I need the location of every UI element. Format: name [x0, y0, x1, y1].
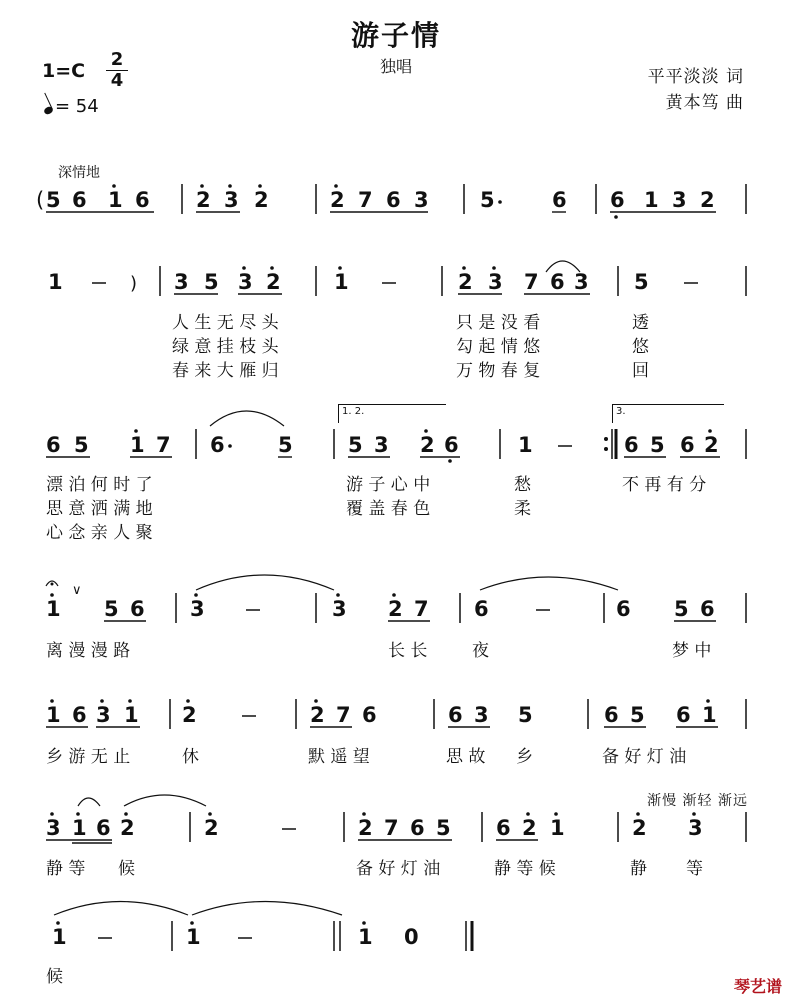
lyric-line: 思 故	[446, 747, 486, 767]
lyric-line: 乡 游 无 止	[46, 747, 131, 767]
note: 2	[182, 703, 197, 727]
note: 2	[330, 188, 345, 212]
lyric-line: 柔	[514, 499, 531, 519]
note: 3	[332, 597, 347, 621]
lyric-line: 夜	[472, 641, 489, 661]
lyric-line: 透	[632, 313, 649, 333]
note: 5	[518, 703, 533, 727]
note: 3	[238, 270, 253, 294]
note: 7	[336, 703, 351, 727]
note: 6	[130, 597, 145, 621]
svg-text:∨: ∨	[72, 583, 82, 598]
note: 6	[46, 433, 61, 457]
composer-credit: 黄本笃 曲	[665, 93, 744, 113]
note: 1	[52, 925, 67, 949]
note: 5	[348, 433, 363, 457]
note: 6	[610, 188, 625, 212]
svg-text:): )	[130, 273, 138, 294]
note: 3	[488, 270, 503, 294]
note: 2	[266, 270, 281, 294]
note: 6	[496, 816, 511, 840]
lyric-line: 思 意 洒 满 地	[46, 499, 153, 519]
note: 1	[124, 703, 139, 727]
note: 1	[518, 433, 533, 457]
note: 3	[46, 816, 61, 840]
lyric-line: 心 念 亲 人 聚	[46, 523, 153, 543]
note: 5	[278, 433, 293, 457]
note: 2	[204, 816, 219, 840]
note: 2	[704, 433, 719, 457]
note: 6	[552, 188, 567, 212]
lyric-line: 不 再 有 分	[622, 475, 707, 495]
note: 6	[210, 433, 225, 457]
note: 3	[374, 433, 389, 457]
note: 2	[458, 270, 473, 294]
tempo-value: = 54	[55, 96, 99, 117]
note: 1	[48, 270, 63, 294]
note: 6	[474, 597, 489, 621]
note: 7	[384, 816, 399, 840]
note: 5	[204, 270, 219, 294]
note: 1	[702, 703, 717, 727]
note: 3	[688, 816, 703, 840]
note: 2	[700, 188, 715, 212]
note: 3	[672, 188, 687, 212]
lyric-line: 默 遥 望	[308, 747, 370, 767]
note: 7	[156, 433, 171, 457]
note: 6	[624, 433, 639, 457]
lyric-line: 回	[632, 361, 649, 381]
volta-third-ending: 3.	[612, 404, 724, 423]
note: 1	[358, 925, 373, 949]
note: 0	[404, 925, 419, 949]
note: 5	[674, 597, 689, 621]
song-title: 游子情	[350, 19, 441, 52]
note: 2	[196, 188, 211, 212]
lyric-line: 备 好 灯 油	[602, 747, 687, 767]
note: 5	[104, 597, 119, 621]
lyric-line: 绿 意 挂 枝 头	[172, 337, 279, 357]
lyric-line: 离 漫 漫 路	[46, 641, 131, 661]
note: 2	[388, 597, 403, 621]
lyricist-credit: 平平淡淡 词	[647, 67, 744, 87]
note: 3	[414, 188, 429, 212]
expression-marking-start: 深情地	[58, 165, 100, 181]
lyric-line: 漂 泊 何 时 了	[46, 475, 153, 495]
lyric-line: 静 等	[46, 859, 86, 879]
time-numerator: 2	[110, 49, 124, 70]
expression-marking-end: 渐慢 渐轻 渐远	[647, 793, 748, 809]
lyric-line: 游 子 心 中	[346, 475, 431, 495]
note: 5	[650, 433, 665, 457]
note: 5	[436, 816, 451, 840]
lyric-line: 人 生 无 尽 头	[172, 313, 279, 333]
note: 7	[524, 270, 539, 294]
note: 1	[334, 270, 349, 294]
note: 6	[362, 703, 377, 727]
note: 3	[474, 703, 489, 727]
note: 6	[616, 597, 631, 621]
note: 5	[630, 703, 645, 727]
note: 1	[550, 816, 565, 840]
note: 6	[604, 703, 619, 727]
note: 3	[574, 270, 589, 294]
lyric-line: 只 是 没 看	[456, 313, 541, 333]
note: 5	[480, 188, 495, 212]
note: 6	[72, 188, 87, 212]
note: 1	[46, 703, 61, 727]
note: 7	[414, 597, 429, 621]
lyric-line: 愁	[514, 475, 531, 495]
note: 1	[186, 925, 201, 949]
lyric-line: 候	[118, 859, 135, 879]
note: 3	[190, 597, 205, 621]
note: 6	[410, 816, 425, 840]
note: 3	[96, 703, 111, 727]
volta-first-ending: 1. 2.	[338, 404, 446, 423]
lyric-line: 备 好 灯 油	[356, 859, 441, 879]
note: 6	[135, 188, 150, 212]
note: 6	[676, 703, 691, 727]
lyric-line: 静	[630, 859, 647, 879]
lyric-line: 长 长	[388, 641, 428, 661]
note-paren-open: (	[36, 188, 45, 212]
note: 1	[46, 597, 61, 621]
note: 5	[634, 270, 649, 294]
watermark-logo: 琴艺谱	[733, 977, 782, 996]
note: 6	[550, 270, 565, 294]
lyric-line: 春 来 大 雁 归	[172, 361, 279, 381]
lyric-line: 候	[46, 967, 63, 987]
note: 2	[310, 703, 325, 727]
lyric-line: 梦 中	[672, 641, 712, 661]
note: 6	[680, 433, 695, 457]
song-subtitle: 独唱	[379, 57, 412, 76]
note: 3	[224, 188, 239, 212]
note: 2	[254, 188, 269, 212]
note: 2	[632, 816, 647, 840]
lyric-line: 勾 起 情 悠	[456, 337, 541, 357]
note: 1	[644, 188, 659, 212]
lyric-line: 万 物 春 复	[456, 361, 541, 381]
note: 6	[72, 703, 87, 727]
lyric-line: 覆 盖 春 色	[346, 499, 431, 519]
note: 6	[386, 188, 401, 212]
note: 7	[358, 188, 373, 212]
note: 6	[700, 597, 715, 621]
note: 2	[522, 816, 537, 840]
note: 1	[130, 433, 145, 457]
note: 1	[108, 188, 123, 212]
note: 3	[174, 270, 189, 294]
note: 2	[420, 433, 435, 457]
lyric-line: 静 等 候	[494, 859, 556, 879]
note: 5	[74, 433, 89, 457]
note: 1	[72, 816, 87, 840]
note: 6	[444, 433, 459, 457]
key-signature: 1=C	[42, 60, 86, 82]
note: 6	[448, 703, 463, 727]
time-denominator: 4	[106, 70, 128, 91]
lyric-line: 乡	[516, 747, 533, 767]
lyric-line: 悠	[632, 337, 649, 357]
note: 6	[96, 816, 111, 840]
lyric-line: 休	[182, 747, 199, 767]
note: 5	[46, 188, 61, 212]
lyric-line: 等	[686, 859, 703, 879]
note: 2	[120, 816, 135, 840]
note: 2	[358, 816, 373, 840]
